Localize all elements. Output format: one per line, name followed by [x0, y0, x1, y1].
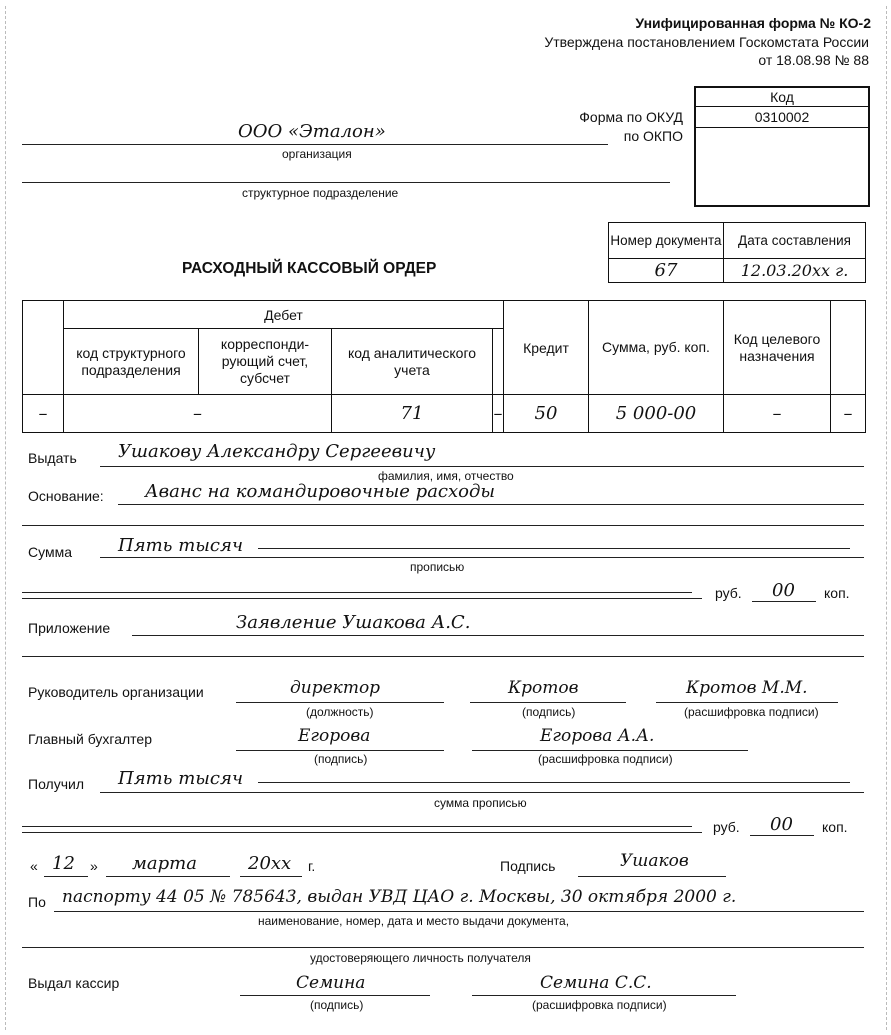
date-day-line [44, 876, 88, 877]
date-year: 20xx [248, 853, 292, 874]
approved-text: Утверждена постановлением Госкомстата России [544, 34, 869, 50]
analytic-header: код аналитического учета [332, 329, 493, 395]
head-position-caption: (должность) [306, 705, 374, 719]
head-position-line [236, 702, 444, 703]
head-name-caption: (расшифровка подписи) [684, 705, 819, 719]
attachment-label: Приложение [28, 620, 111, 636]
blank-header [23, 301, 64, 395]
received-label: Получил [28, 776, 84, 792]
division-caption: структурное подразделение [242, 186, 399, 200]
received-dash-2 [22, 826, 692, 827]
org-caption: организация [282, 147, 352, 161]
doc-date-header: Дата составления [724, 223, 866, 259]
received-kop-line [750, 835, 814, 836]
row-cell: – [724, 395, 831, 433]
attachment-value: Заявление Ушакова А.С. [236, 612, 471, 633]
row-cell: – [493, 395, 504, 433]
row-cell: 50 [504, 395, 589, 433]
accountant-name: Егорова А.А. [540, 726, 655, 746]
date-year-suffix: г. [308, 858, 316, 874]
org-name: ООО «Эталон» [238, 121, 386, 142]
accountant-label: Главный бухгалтер [28, 731, 152, 747]
date-close-quote: » [90, 858, 98, 874]
cashier-name: Семина С.С. [540, 973, 652, 993]
date-month: марта [132, 853, 197, 874]
passport-value: паспорту 44 05 № 785643, выдан УВД ЦАО г. Москвы, 30 октября 2000 г. [62, 887, 737, 907]
debit-header: Дебет [64, 301, 504, 329]
cashier-signature: Семина [296, 973, 366, 993]
issue-caption: фамилия, имя, отчество [378, 469, 514, 483]
head-name-line [656, 702, 838, 703]
cashier-signature-line [240, 995, 430, 996]
amount-caption: прописью [410, 560, 465, 574]
org-line [22, 144, 608, 145]
recipient-signature-line [578, 876, 726, 877]
row-cell: – [831, 395, 866, 433]
row-cell: – [23, 395, 64, 433]
issue-value: Ушакову Александру Сергеевичу [118, 441, 436, 462]
basis-line [118, 504, 864, 505]
amount-value: Пять тысяч [118, 535, 244, 556]
date-year-line [240, 876, 302, 877]
account-header: корреспонди-рующий счет, субсчет [199, 329, 332, 395]
accountant-name-caption: (расшифровка подписи) [538, 752, 673, 766]
cashier-label: Выдал кассир [28, 975, 120, 991]
row-cell: – [64, 395, 332, 433]
date-month-line [106, 876, 230, 877]
row-cell: 5 000-00 [589, 395, 724, 433]
approved-date: от 18.08.98 № 88 [758, 52, 869, 68]
blank-header-2 [831, 301, 866, 395]
head-position: директор [290, 678, 381, 698]
basis-value: Аванс на командировочные расходы [145, 481, 496, 502]
accountant-name-line [472, 750, 748, 751]
basis-label: Основание: [28, 488, 104, 504]
accountant-signature-line [236, 750, 444, 751]
passport-label: По [28, 894, 46, 910]
head-name: Кротов М.М. [686, 678, 808, 698]
accountant-signature-caption: (подпись) [314, 752, 368, 766]
attachment-line [132, 635, 864, 636]
doc-number-table [608, 222, 866, 283]
issue-label: Выдать [28, 450, 77, 466]
received-line-2 [22, 832, 702, 833]
cashier-name-caption: (расшифровка подписи) [532, 998, 667, 1012]
accountant-signature: Егорова [298, 726, 371, 746]
received-caption: сумма прописью [434, 796, 527, 810]
received-kop: коп. [822, 819, 848, 835]
passport-caption-2: удостоверяющего личность получателя [310, 951, 531, 965]
received-value: Пять тысяч [118, 768, 244, 789]
amount-rub: руб. [715, 585, 742, 601]
attachment-line-2 [22, 656, 864, 657]
purpose-header: Код целевого назначения [724, 301, 831, 395]
issue-line [100, 466, 864, 467]
recipient-signature: Ушаков [620, 851, 689, 871]
received-kop-value: 00 [770, 814, 793, 835]
code-box [694, 86, 870, 207]
amount-line [100, 557, 864, 558]
head-label: Руководитель организации [28, 684, 204, 700]
passport-caption-1: наименование, номер, дата и место выдачи документа, [258, 914, 570, 928]
amount-label: Сумма [28, 544, 72, 560]
doc-number: 67 [609, 259, 724, 283]
passport-line-2 [22, 947, 864, 948]
received-line [100, 792, 864, 793]
date-open-quote: « [30, 858, 38, 874]
doc-date: 12.03.20xx г. [724, 259, 866, 283]
head-signature-line [470, 702, 626, 703]
doc-number-header: Номер документа [609, 223, 724, 259]
amount-dash [258, 548, 850, 549]
accounting-table [22, 300, 866, 433]
okpo-label: по ОКПО [623, 128, 683, 144]
form-title: Унифицированная форма № КО-2 [635, 15, 871, 31]
code-title: Код [696, 88, 868, 107]
received-rub: руб. [713, 819, 740, 835]
basis-line-2 [22, 525, 864, 526]
okud-label: Форма по ОКУД [579, 109, 683, 125]
credit-header: Кредит [504, 301, 589, 395]
cashier-name-line [472, 995, 736, 996]
amount-kop-line [752, 601, 816, 602]
amount-kop: коп. [824, 585, 850, 601]
amount-dash-2 [22, 592, 692, 593]
head-signature-caption: (подпись) [522, 705, 576, 719]
date-day: 12 [52, 853, 75, 874]
doc-title: РАСХОДНЫЙ КАССОВЫЙ ОРДЕР [182, 260, 437, 277]
cashier-signature-caption: (подпись) [310, 998, 364, 1012]
amount-line-2 [22, 598, 702, 599]
sum-header: Сумма, руб. коп. [589, 301, 724, 395]
okud-value: 0310002 [696, 107, 868, 128]
row-cell: 71 [332, 395, 493, 433]
recipient-signature-label: Подпись [500, 858, 556, 874]
amount-kop-value: 00 [772, 580, 795, 601]
passport-line [54, 911, 864, 912]
head-signature: Кротов [508, 678, 579, 698]
division-line [22, 182, 670, 183]
received-dash [258, 782, 850, 783]
division-code-header: код структурного подразделения [64, 329, 199, 395]
